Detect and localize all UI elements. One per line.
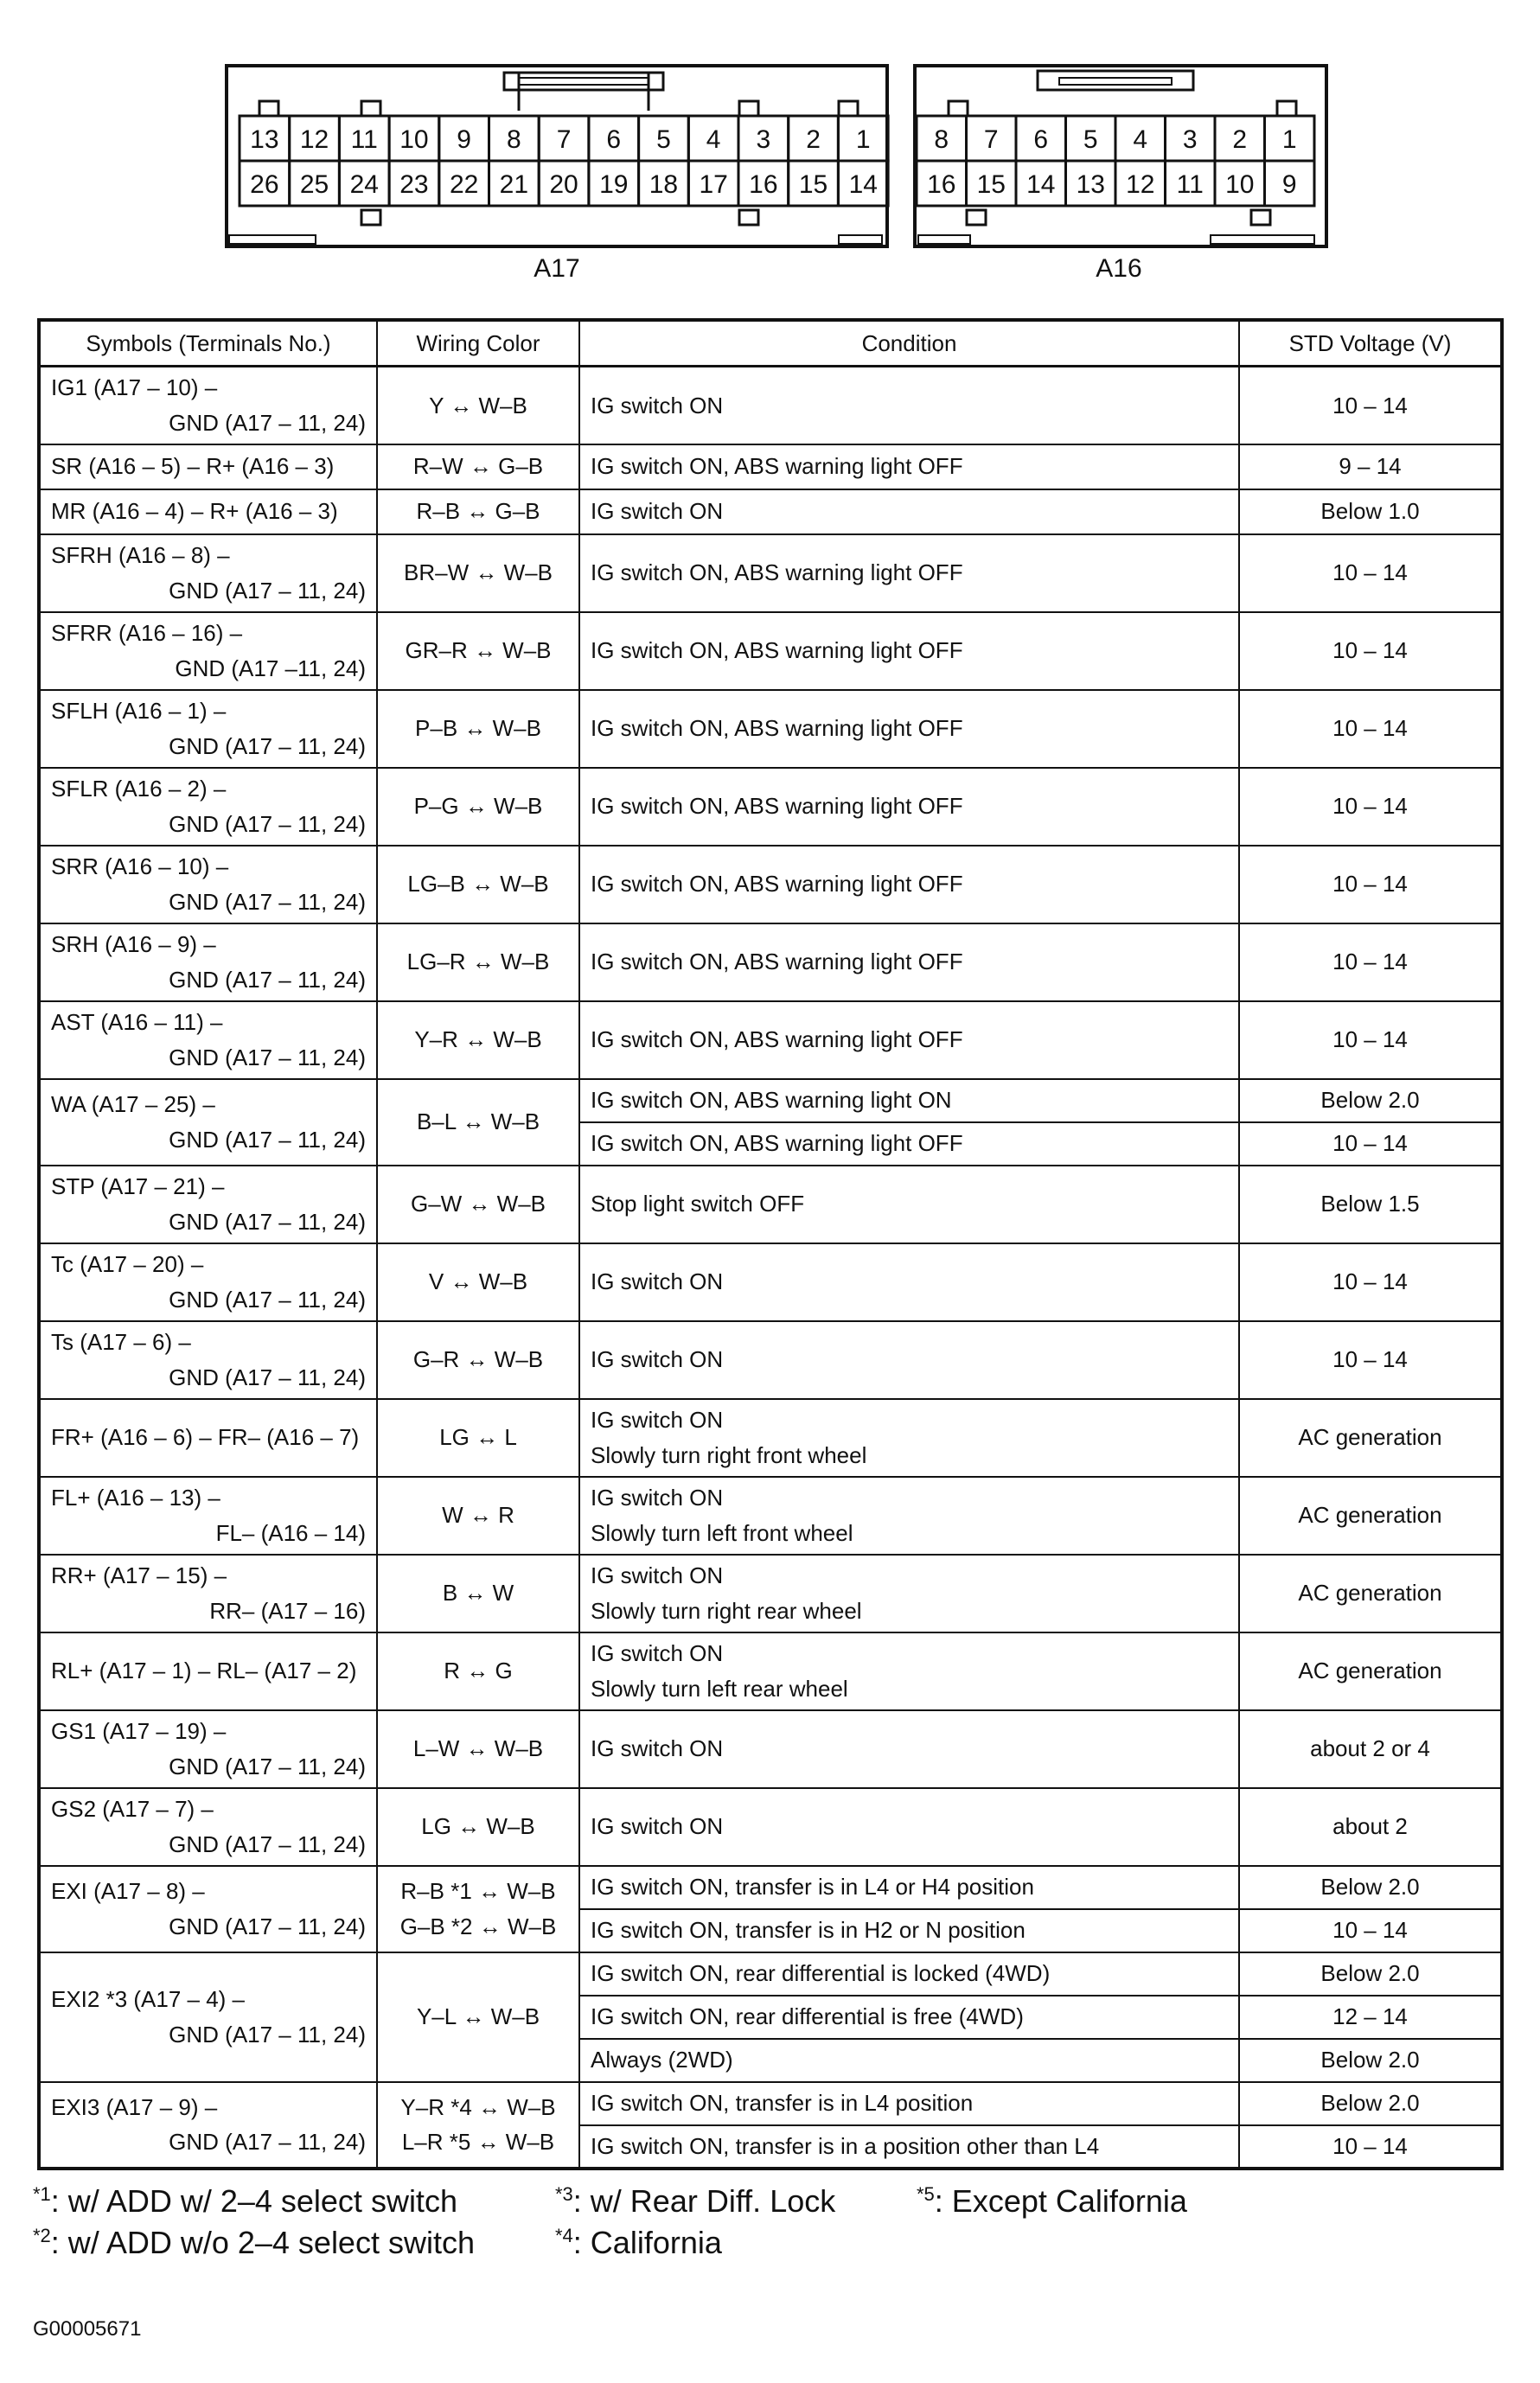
std-voltage-cell: 10 – 14 — [1239, 612, 1502, 690]
std-voltage-cell: Below 2.0 — [1239, 1866, 1502, 1909]
condition-cell: IG switch ON, rear differential is free (4WD) — [579, 1996, 1239, 2039]
wiring-color-cell: L–W ↔ W–B — [377, 1710, 579, 1788]
a17-terminal-number: 9 — [457, 125, 471, 154]
condition-cell: IG switch ON, ABS warning light OFF — [579, 1122, 1239, 1166]
symbol-cell — [39, 1952, 377, 2082]
table-row — [39, 1477, 1502, 1555]
std-voltage-cell: Below 2.0 — [1239, 1079, 1502, 1122]
a17-terminal-number: 1 — [855, 125, 871, 154]
a17-terminal-number: 24 — [349, 170, 379, 199]
a16-terminal-number: 6 — [1033, 125, 1049, 154]
std-voltage-cell: 10 – 14 — [1239, 1321, 1502, 1399]
table-row — [39, 1632, 1502, 1710]
a17-terminal-number: 10 — [399, 125, 429, 154]
symbol-line-2: RR– (A17 – 16) — [209, 1597, 366, 1624]
table-row — [39, 1243, 1502, 1321]
symbol-line-2: GND (A17 –11, 24) — [175, 655, 366, 681]
condition-cell: IG switch ON, ABS warning light OFF — [579, 534, 1239, 612]
condition-cell: IG switch ON, ABS warning light OFF — [579, 1001, 1239, 1079]
connector-diagram — [0, 0, 1540, 294]
footnote-3: $^{*3}$: w/ Rear Diff. Lock — [555, 2183, 836, 2219]
symbol-cell — [39, 1166, 377, 1243]
symbol-line-1: FL+ (A16 – 13) – — [51, 1485, 220, 1511]
header-condition: Condition — [579, 320, 1239, 367]
symbol-line-2: GND (A17 – 11, 24) — [169, 1286, 366, 1313]
table-body — [39, 367, 1502, 2169]
a17-terminal-number: 22 — [449, 170, 479, 199]
symbol-line-2: GND (A17 – 11, 24) — [169, 577, 366, 604]
a17-terminal-number: 26 — [250, 170, 279, 199]
symbol-line-1: EXI (A17 – 8) – — [51, 1878, 205, 1905]
condition-cell: IG switch ON, transfer is in a position other than L4 — [579, 2125, 1239, 2169]
wiring-color-cell: LG ↔ L — [377, 1399, 579, 1477]
footnote-2: $^{*2}$: w/ ADD w/o 2–4 select switch — [33, 2225, 475, 2260]
a17-terminal-number: 20 — [549, 170, 578, 199]
a17-terminal-number: 19 — [599, 170, 629, 199]
symbol-line-2: GND (A17 – 11, 24) — [169, 810, 366, 837]
symbol-line-1: EXI3 (A17 – 9) – — [51, 2093, 218, 2120]
condition-cell: IG switch ON, ABS warning light OFF — [579, 923, 1239, 1001]
table-header-row — [39, 320, 1502, 367]
wiring-color-cell: B ↔ W — [377, 1555, 579, 1632]
wiring-color-cell: Y–L ↔ W–B — [377, 1952, 579, 2082]
std-voltage-cell: 10 – 14 — [1239, 1243, 1502, 1321]
wiring-color-cell: W ↔ R — [377, 1477, 579, 1555]
wiring-color-cell: R–W ↔ G–B — [377, 444, 579, 489]
symbol-line-1: AST (A16 – 11) – — [51, 1009, 223, 1036]
a16-terminal-number: 7 — [983, 125, 999, 154]
symbol-cell — [39, 1632, 377, 1710]
condition-cell: Always (2WD) — [579, 2039, 1239, 2082]
table-row — [39, 1399, 1502, 1477]
std-voltage-cell: 10 – 14 — [1239, 1122, 1502, 1166]
std-voltage-cell: 9 – 14 — [1239, 444, 1502, 489]
symbol-cell — [39, 1079, 377, 1166]
a16-terminal-number: 16 — [927, 170, 956, 199]
std-voltage-cell: Below 2.0 — [1239, 2039, 1502, 2082]
table-row — [39, 1952, 1502, 1996]
voltage-table — [37, 318, 1504, 2170]
symbol-line-1: RL+ (A17 – 1) – RL– (A17 – 2) — [51, 1658, 357, 1684]
table-row — [39, 1079, 1502, 1122]
symbol-cell — [39, 1555, 377, 1632]
wiring-color-cell: P–B ↔ W–B — [377, 690, 579, 768]
symbol-line-2: GND (A17 – 11, 24) — [169, 1044, 366, 1070]
symbol-cell — [39, 1321, 377, 1399]
a17-terminal-number: 23 — [399, 170, 429, 199]
wiring-color-cell: R–B ↔ G–B — [377, 489, 579, 534]
condition-cell: IG switch ON — [579, 1710, 1239, 1788]
a17-terminal-number: 13 — [250, 125, 279, 154]
table-row — [39, 489, 1502, 534]
symbol-line-2: GND (A17 – 11, 24) — [169, 2129, 366, 2155]
symbol-line-1: Ts (A17 – 6) – — [51, 1329, 191, 1356]
table-row — [39, 1555, 1502, 1632]
symbol-line-2: GND (A17 – 11, 24) — [169, 732, 366, 759]
table-row — [39, 444, 1502, 489]
condition-cell: IG switch ON, ABS warning light ON — [579, 1079, 1239, 1122]
symbol-line-1: SFLH (A16 – 1) – — [51, 698, 227, 725]
figure-code: G00005671 — [33, 2317, 142, 2341]
std-voltage-cell: Below 2.0 — [1239, 2082, 1502, 2125]
symbol-line-1: GS2 (A17 – 7) – — [51, 1796, 214, 1823]
table-row — [39, 768, 1502, 846]
condition-cell: IG switch ON, ABS warning light OFF — [579, 768, 1239, 846]
wiring-color-cell: B–L ↔ W–B — [377, 1079, 579, 1166]
a17-terminal-number: 25 — [299, 170, 329, 199]
symbol-cell — [39, 1477, 377, 1555]
symbol-line-2: GND (A17 – 11, 24) — [169, 1126, 366, 1153]
symbol-cell — [39, 2082, 377, 2169]
std-voltage-cell: 10 – 14 — [1239, 690, 1502, 768]
symbol-line-2: GND (A17 – 11, 24) — [169, 888, 366, 915]
a16-terminal-number: 11 — [1176, 170, 1204, 199]
symbol-line-1: STP (A17 – 21) – — [51, 1173, 225, 1200]
symbol-cell — [39, 1788, 377, 1866]
header-wiring-color: Wiring Color — [377, 320, 579, 367]
symbol-line-2: GND (A17 – 11, 24) — [169, 1830, 366, 1857]
header-std-voltage: STD Voltage (V) — [1239, 320, 1502, 367]
symbol-cell — [39, 444, 377, 489]
symbol-line-2: FL– (A16 – 14) — [215, 1519, 366, 1546]
a16-terminal-number: 13 — [1076, 170, 1105, 199]
std-voltage-cell: 10 – 14 — [1239, 534, 1502, 612]
condition-cell: IG switch ON — [579, 1321, 1239, 1399]
wiring-color-cell: LG–B ↔ W–B — [377, 846, 579, 923]
condition-cell: IG switch ON Slowly turn right rear wheel — [579, 1555, 1239, 1632]
symbol-cell — [39, 367, 377, 444]
symbol-line-2: GND (A17 – 11, 24) — [169, 2021, 366, 2048]
a17-terminal-number: 5 — [656, 125, 671, 154]
symbol-line-1: SFRR (A16 – 16) – — [51, 620, 243, 647]
wiring-color-cell: G–W ↔ W–B — [377, 1166, 579, 1243]
wiring-color-cell: BR–W ↔ W–B — [377, 534, 579, 612]
table-row — [39, 2082, 1502, 2125]
symbol-line-1: IG1 (A17 – 10) – — [51, 374, 218, 401]
std-voltage-cell: 10 – 14 — [1239, 768, 1502, 846]
footnote-4: $^{*4}$: California — [555, 2225, 722, 2260]
condition-cell: IG switch ON, rear differential is locked (4WD) — [579, 1952, 1239, 1996]
wiring-color-cell: Y ↔ W–B — [377, 367, 579, 444]
std-voltage-cell: 10 – 14 — [1239, 367, 1502, 444]
wiring-color-cell: Y–R *4 ↔ W–B L–R *5 ↔ W–B — [377, 2082, 579, 2169]
a17-terminal-number: 15 — [798, 170, 828, 199]
voltage-table-wrap — [37, 318, 1500, 2170]
table-row — [39, 1001, 1502, 1079]
std-voltage-cell: AC generation — [1239, 1632, 1502, 1710]
a17-terminal-number: 17 — [699, 170, 728, 199]
a17-terminal-number: 2 — [806, 125, 821, 154]
condition-cell: IG switch ON, ABS warning light OFF — [579, 612, 1239, 690]
std-voltage-cell: Below 1.0 — [1239, 489, 1502, 534]
wiring-color-cell: GR–R ↔ W–B — [377, 612, 579, 690]
a17-terminal-number: 21 — [499, 170, 529, 199]
symbol-cell — [39, 1866, 377, 1952]
a16-terminal-number: 2 — [1232, 125, 1248, 154]
a16-terminal-number: 5 — [1083, 125, 1098, 154]
a16-terminal-number: 1 — [1281, 125, 1297, 154]
wiring-color-cell: Y–R ↔ W–B — [377, 1001, 579, 1079]
condition-cell: IG switch ON, transfer is in L4 position — [579, 2082, 1239, 2125]
a17-terminals — [240, 116, 888, 206]
condition-cell: IG switch ON, ABS warning light OFF — [579, 846, 1239, 923]
condition-cell: IG switch ON, ABS warning light OFF — [579, 690, 1239, 768]
symbol-line-1: SR (A16 – 5) – R+ (A16 – 3) — [51, 453, 335, 480]
symbol-line-1: RR+ (A17 – 15) – — [51, 1562, 227, 1589]
a17-terminal-number: 14 — [848, 170, 878, 199]
condition-cell: IG switch ON — [579, 1243, 1239, 1321]
a17-label: A17 — [534, 254, 580, 283]
symbol-line-1: MR (A16 – 4) – R+ (A16 – 3) — [51, 498, 338, 525]
symbol-line-1: FR+ (A16 – 6) – FR– (A16 – 7) — [51, 1424, 360, 1451]
condition-cell: IG switch ON, transfer is in H2 or N position — [579, 1909, 1239, 1952]
std-voltage-cell: 10 – 14 — [1239, 923, 1502, 1001]
symbol-cell — [39, 1710, 377, 1788]
wiring-color-cell: P–G ↔ W–B — [377, 768, 579, 846]
symbol-line-1: EXI2 *3 (A17 – 4) – — [51, 1986, 246, 2013]
condition-cell: IG switch ON, ABS warning light OFF — [579, 444, 1239, 489]
table-row — [39, 534, 1502, 612]
a17-terminal-number: 3 — [756, 125, 771, 154]
a17-terminal-number: 12 — [299, 125, 329, 154]
symbol-cell — [39, 690, 377, 768]
condition-cell: IG switch ON Slowly turn right front wheel — [579, 1399, 1239, 1477]
a17-terminal-number: 8 — [507, 125, 521, 154]
symbol-cell — [39, 534, 377, 612]
a17-terminal-number: 7 — [556, 125, 572, 154]
a16-terminals — [917, 116, 1314, 206]
std-voltage-cell: about 2 — [1239, 1788, 1502, 1866]
symbol-cell — [39, 1399, 377, 1477]
a16-terminal-number: 3 — [1182, 125, 1198, 154]
a17-terminal-number: 4 — [706, 125, 721, 154]
std-voltage-cell: 10 – 14 — [1239, 1001, 1502, 1079]
a16-label: A16 — [1096, 254, 1142, 283]
a17-terminal-number: 16 — [749, 170, 778, 199]
wiring-color-cell: V ↔ W–B — [377, 1243, 579, 1321]
symbol-cell — [39, 1001, 377, 1079]
symbol-line-1: GS1 (A17 – 19) – — [51, 1718, 227, 1745]
condition-cell: IG switch ON — [579, 489, 1239, 534]
condition-cell: Stop light switch OFF — [579, 1166, 1239, 1243]
wiring-color-cell: G–R ↔ W–B — [377, 1321, 579, 1399]
condition-cell: IG switch ON, transfer is in L4 or H4 position — [579, 1866, 1239, 1909]
table-row — [39, 367, 1502, 444]
symbol-line-2: GND (A17 – 11, 24) — [169, 1208, 366, 1235]
symbol-line-1: WA (A17 – 25) – — [51, 1091, 215, 1118]
wiring-color-cell: R ↔ G — [377, 1632, 579, 1710]
a16-terminal-number: 15 — [976, 170, 1006, 199]
std-voltage-cell: Below 2.0 — [1239, 1952, 1502, 1996]
table-row — [39, 1710, 1502, 1788]
symbol-line-1: SRH (A16 – 9) – — [51, 931, 216, 958]
std-voltage-cell: Below 1.5 — [1239, 1166, 1502, 1243]
a17-terminal-number: 11 — [350, 125, 378, 154]
symbol-line-2: GND (A17 – 11, 24) — [169, 1913, 366, 1939]
table-row — [39, 1166, 1502, 1243]
symbol-line-1: SFRH (A16 – 8) – — [51, 542, 230, 569]
symbol-line-1: Tc (A17 – 20) – — [51, 1251, 204, 1278]
symbol-line-2: GND (A17 – 11, 24) — [169, 409, 366, 436]
std-voltage-cell: AC generation — [1239, 1399, 1502, 1477]
symbol-cell — [39, 1243, 377, 1321]
table-row — [39, 1788, 1502, 1866]
std-voltage-cell: 10 – 14 — [1239, 2125, 1502, 2169]
header-symbols: Symbols (Terminals No.) — [39, 320, 377, 367]
condition-cell: IG switch ON — [579, 367, 1239, 444]
footnote-5: $^{*5}$: Except California — [917, 2183, 1187, 2219]
footnote-1: $^{*1}$: w/ ADD w/ 2–4 select switch — [33, 2183, 457, 2219]
table-row — [39, 1321, 1502, 1399]
condition-cell: IG switch ON Slowly turn left front wheel — [579, 1477, 1239, 1555]
a16-terminal-number: 12 — [1126, 170, 1155, 199]
symbol-cell — [39, 768, 377, 846]
a16-terminal-number: 8 — [934, 125, 949, 154]
a16-terminal-number: 10 — [1225, 170, 1255, 199]
symbol-line-2: GND (A17 – 11, 24) — [169, 1753, 366, 1779]
std-voltage-cell: AC generation — [1239, 1555, 1502, 1632]
table-row — [39, 690, 1502, 768]
symbol-line-1: SRR (A16 – 10) – — [51, 853, 229, 880]
wiring-color-cell: R–B *1 ↔ W–B G–B *2 ↔ W–B — [377, 1866, 579, 1952]
wiring-color-cell: LG ↔ W–B — [377, 1788, 579, 1866]
a17-terminal-number: 6 — [606, 125, 622, 154]
std-voltage-cell: AC generation — [1239, 1477, 1502, 1555]
a16-terminal-number: 4 — [1133, 125, 1148, 154]
table-row — [39, 612, 1502, 690]
a16-terminal-number: 14 — [1026, 170, 1056, 199]
std-voltage-cell: 12 – 14 — [1239, 1996, 1502, 2039]
std-voltage-cell: about 2 or 4 — [1239, 1710, 1502, 1788]
std-voltage-cell: 10 – 14 — [1239, 1909, 1502, 1952]
symbol-cell — [39, 846, 377, 923]
a17-terminal-number: 18 — [649, 170, 679, 199]
symbol-line-2: GND (A17 – 11, 24) — [169, 1364, 366, 1390]
table-row — [39, 1866, 1502, 1909]
symbol-line-2: GND (A17 – 11, 24) — [169, 966, 366, 993]
a16-terminal-number: 9 — [1281, 170, 1297, 199]
symbol-line-1: SFLR (A16 – 2) – — [51, 776, 227, 802]
symbol-cell — [39, 612, 377, 690]
table-row — [39, 846, 1502, 923]
condition-cell: IG switch ON Slowly turn left rear wheel — [579, 1632, 1239, 1710]
table-row — [39, 923, 1502, 1001]
symbol-cell — [39, 489, 377, 534]
condition-cell: IG switch ON — [579, 1788, 1239, 1866]
std-voltage-cell: 10 – 14 — [1239, 846, 1502, 923]
wiring-color-cell: LG–R ↔ W–B — [377, 923, 579, 1001]
symbol-cell — [39, 923, 377, 1001]
